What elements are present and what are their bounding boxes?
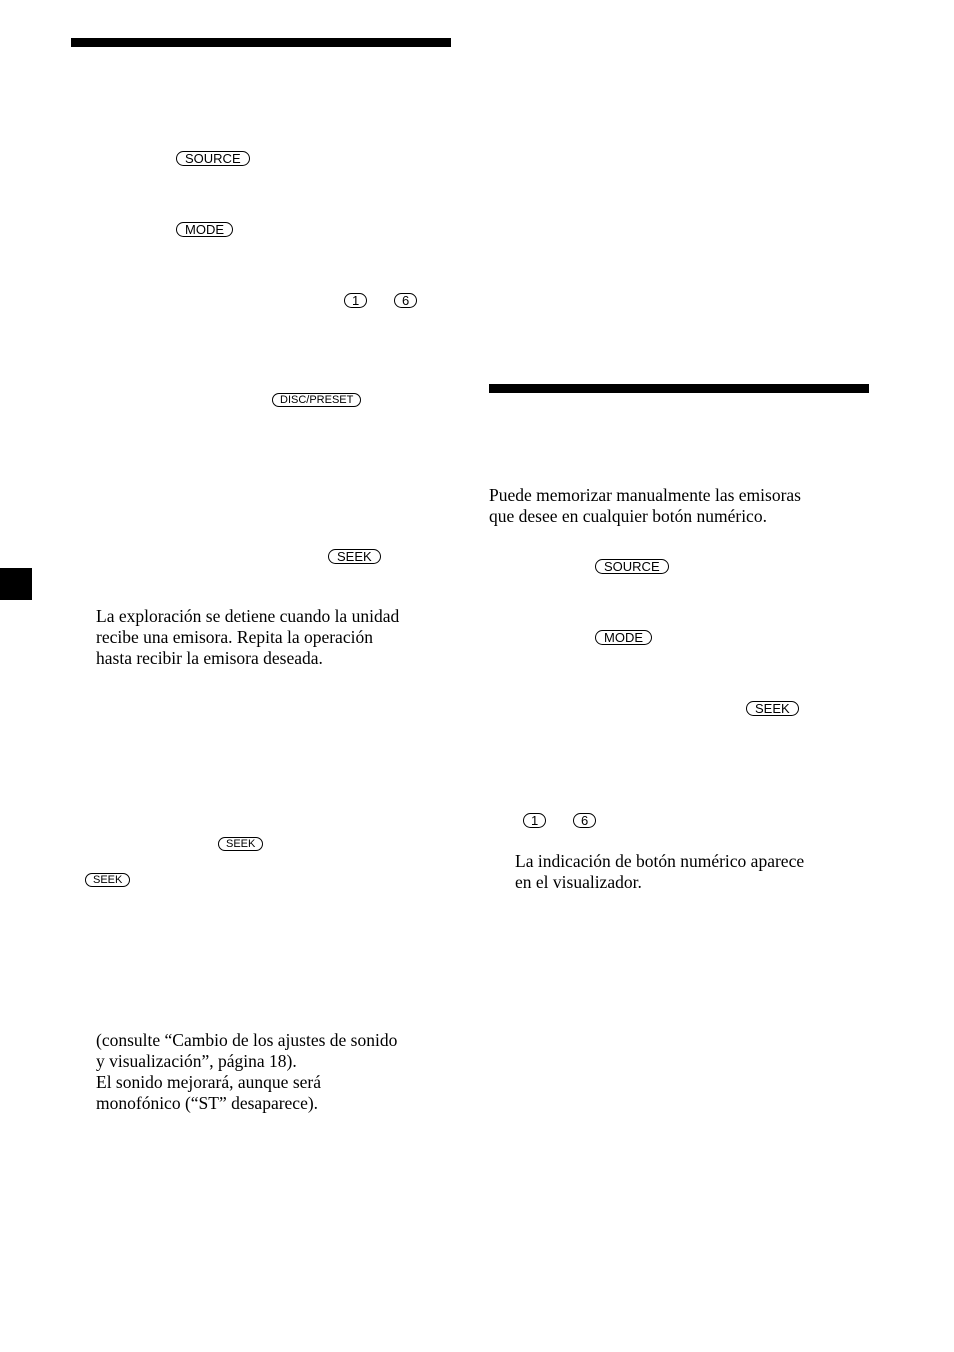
mono-line-4: monofónico (“ST” desaparece). [96, 1093, 319, 1113]
scan-paragraph [96, 606, 399, 669]
number-1-button[interactable]: 1 [344, 293, 367, 308]
memorize-intro-paragraph [489, 485, 801, 527]
mono-line-2: y visualización”, página 18). [96, 1051, 297, 1071]
seek-button-alt[interactable]: SEEK [85, 873, 130, 887]
number-6-button[interactable]: 6 [394, 293, 417, 308]
indicator-line-2: en el visualizador. [515, 872, 642, 892]
scan-line-3: hasta recibir la emisora deseada. [96, 648, 323, 668]
indicator-line-1: La indicación de botón numérico aparece [515, 851, 805, 871]
disc-preset-button[interactable]: DISC/PRESET [272, 393, 361, 407]
intro-line-2: que desee en cualquier botón numérico. [489, 506, 767, 526]
seek-button-right[interactable]: SEEK [746, 701, 799, 716]
scan-line-1: La exploración se detiene cuando la unidad [96, 606, 400, 626]
source-button-right[interactable]: SOURCE [595, 559, 669, 574]
mono-paragraph [96, 1030, 397, 1114]
indicator-paragraph [515, 851, 804, 893]
seek-button[interactable]: SEEK [328, 549, 381, 564]
right-section-rule [489, 384, 869, 393]
mode-button-right[interactable]: MODE [595, 630, 652, 645]
left-section-rule [71, 38, 451, 47]
mono-line-3: El sonido mejorará, aunque será [96, 1072, 321, 1092]
mode-button[interactable]: MODE [176, 222, 233, 237]
number-6-button-right[interactable]: 6 [573, 813, 596, 828]
number-1-button-right[interactable]: 1 [523, 813, 546, 828]
scan-line-2: recibe una emisora. Repita la operación [96, 627, 373, 647]
page-thumb-tab [0, 568, 32, 600]
seek-button-step[interactable]: SEEK [218, 837, 263, 851]
mono-line-1: (consulte “Cambio de los ajustes de sonido [96, 1030, 398, 1050]
intro-line-1: Puede memorizar manualmente las emisoras [489, 485, 801, 505]
source-button[interactable]: SOURCE [176, 151, 250, 166]
